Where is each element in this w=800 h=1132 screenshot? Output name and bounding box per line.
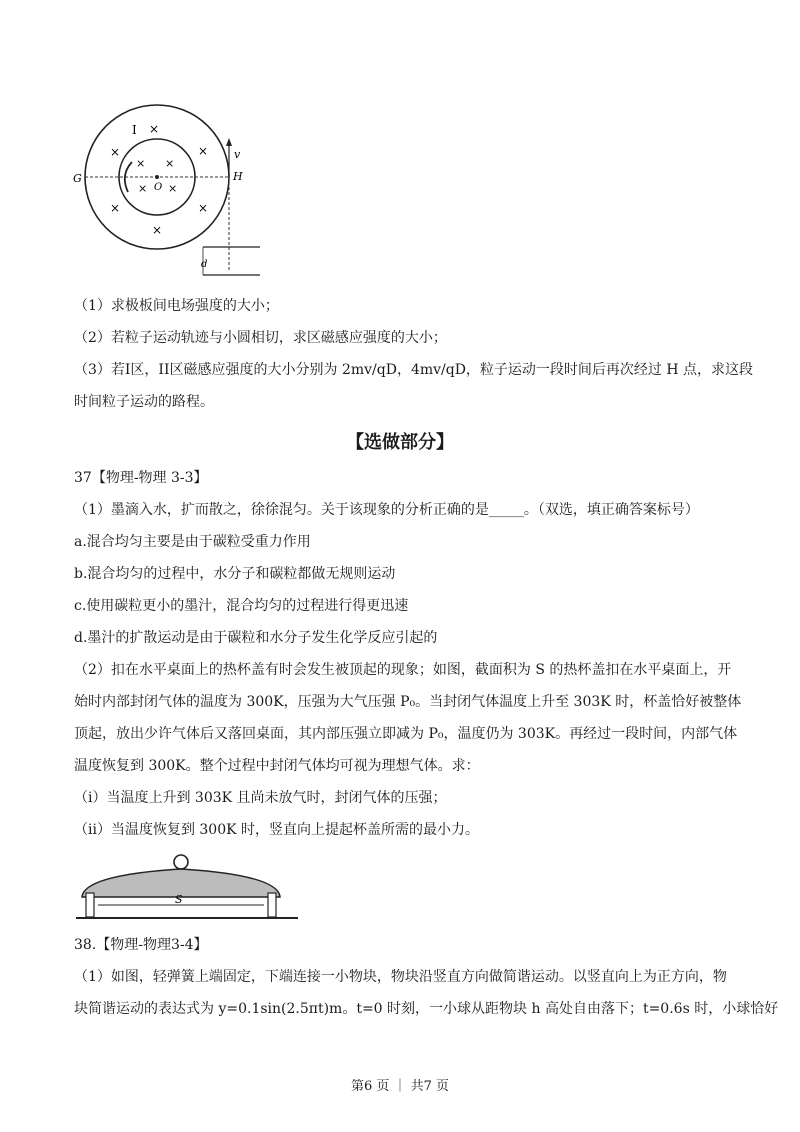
- label-S: S: [175, 893, 183, 906]
- field-cross: ×: [136, 157, 146, 170]
- lid-wall-right: [268, 893, 276, 917]
- q37-part2-line2: 始时内部封闭气体的温度为 300K，压强为大气压强 P₀。当封闭气体温度上升至 303K 时，杯盖恰好被整体: [74, 694, 742, 710]
- q36-part3-line2: 时间粒子运动的路程。: [74, 394, 214, 410]
- field-cross: ×: [168, 182, 178, 195]
- q37-option-a: a.混合均匀主要是由于碳粒受重力作用: [74, 534, 311, 550]
- q38-part1-line2: 块简谐运动的表达式为 y=0.1sin(2.5πt)m。t=0 时刻，一小球从距物块 h 高处自由落下；t=0.6s 时，小球恰好: [74, 1001, 779, 1017]
- q37-heading: 37【物理-物理 3-3】: [74, 470, 208, 486]
- label-H: H: [233, 170, 243, 183]
- lid-knob: [174, 855, 188, 869]
- velocity-arrowhead: [226, 138, 232, 146]
- label-d: d: [201, 259, 208, 270]
- label-G: G: [73, 172, 82, 185]
- section-title: 【选做部分】: [346, 432, 454, 453]
- q36-part1: （1）求极板间电场强度的大小；: [74, 298, 279, 314]
- q37-part2-line1: （2）扣在水平桌面上的热杯盖有时会发生被顶起的现象；如图，截面积为 S 的热杯盖扣在水平桌面上，开: [74, 662, 732, 678]
- q37-option-d: d.墨汁的扩散运动是由于碳粒和水分子发生化学反应引起的: [74, 630, 438, 646]
- q36-part3-line1: （3）若I区，II区磁感应强度的大小分别为 2mv/qD，4mv/qD，粒子运动一段时间后再次经过 H 点，求这段: [74, 362, 754, 378]
- field-cross: ×: [110, 145, 121, 159]
- q37-sub-i: （i）当温度上升到 303K 且尚未放气时，封闭气体的压强；: [74, 790, 447, 806]
- label-v: v: [234, 148, 241, 161]
- field-cross: ×: [110, 201, 121, 215]
- magnetic-field-figure: [70, 100, 270, 280]
- field-cross: ×: [198, 201, 209, 215]
- center-point: [155, 175, 159, 179]
- field-cross: ×: [152, 223, 163, 237]
- label-O: O: [154, 182, 163, 193]
- field-cross: ×: [149, 122, 160, 136]
- lid-wall-left: [86, 893, 94, 917]
- q37-option-b: b.混合均匀的过程中，水分子和碳粒都做无规则运动: [74, 566, 396, 582]
- q38-heading: 38.【物理-物理3-4】: [74, 937, 208, 953]
- q36-part2: （2）若粒子运动轨迹与小圆相切，求区磁感应强度的大小；: [74, 330, 447, 346]
- q37-part2-line4: 温度恢复到 300K。整个过程中封闭气体均可视为理想气体。求：: [74, 758, 480, 774]
- q37-part2-line3: 顶起，放出少许气体后又落回桌面，其内部压强立即减为 P₀，温度仍为 303K。再经过一段时间，内部气体: [74, 726, 738, 742]
- label-I: I: [132, 123, 137, 137]
- page-footer: 第6 页 ｜ 共7 页: [350, 1079, 450, 1094]
- q37-part1: （1）墨滴入水，扩而散之，徐徐混匀。关于该现象的分析正确的是_____。（双选，填正确答案标号）: [74, 502, 699, 518]
- field-cross: ×: [165, 157, 175, 170]
- q37-option-c: c.使用碳粒更小的墨汁，混合均匀的过程进行得更迅速: [74, 598, 409, 614]
- field-cross: ×: [138, 182, 148, 195]
- q38-part1-line1: （1）如图，轻弹簧上端固定，下端连接一小物块，物块沿竖直方向做简谐运动。以竖直向上为正方向，物: [74, 969, 727, 985]
- field-cross: ×: [198, 144, 209, 158]
- q37-sub-ii: （ii）当温度恢复到 300K 时，竖直向上提起杯盖所需的最小力。: [74, 822, 480, 838]
- cup-lid-figure: [72, 845, 302, 925]
